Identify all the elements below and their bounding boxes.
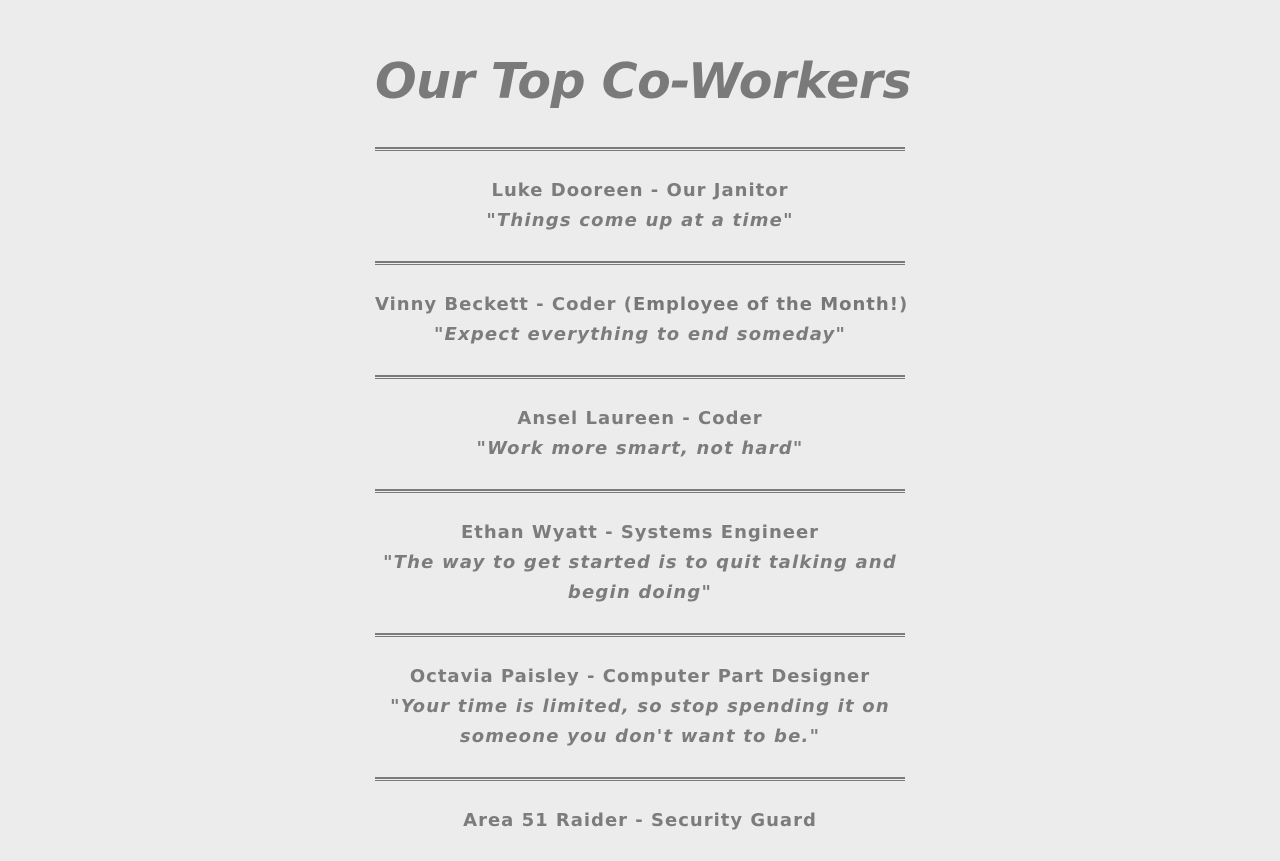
coworker-name bbox=[375, 290, 909, 320]
coworker-entry bbox=[375, 493, 905, 633]
coworker-quote: "Work more smart, not hard" bbox=[476, 438, 804, 459]
coworker-name-text: Octavia Paisley - Computer Part Designer bbox=[409, 666, 871, 687]
coworker-name bbox=[375, 806, 905, 836]
coworker-name-text: Ansel Laureen - Coder bbox=[517, 408, 763, 429]
coworker-name bbox=[375, 662, 905, 692]
coworker-entry bbox=[375, 637, 905, 777]
coworker-quote: "Expect everything to end someday" bbox=[433, 324, 847, 345]
page-title: Our Top Co-Workers bbox=[375, 53, 912, 110]
coworker-quote: "The way to get started is to quit talking and begin doing" bbox=[383, 552, 897, 603]
coworker-entry bbox=[375, 265, 909, 375]
coworker-name bbox=[375, 176, 905, 206]
coworker-name-text: Vinny Beckett - Coder bbox=[375, 294, 624, 315]
paren-close: ) bbox=[898, 294, 909, 315]
coworker-entry bbox=[375, 379, 905, 489]
coworker-name-text: Ethan Wyatt - Systems Engineer bbox=[460, 522, 820, 543]
coworker-name bbox=[375, 518, 905, 548]
coworker-name bbox=[375, 404, 905, 434]
coworker-name-text: Area 51 Raider - Security Guard bbox=[463, 810, 817, 831]
coworker-entry bbox=[375, 151, 905, 261]
coworker-quote: "Your time is limited, so stop spending it on someone you don't want to be." bbox=[390, 696, 890, 747]
coworkers-page bbox=[375, 50, 912, 861]
coworker-entry bbox=[375, 781, 905, 861]
employee-of-month-badge: Employee of the Month! bbox=[632, 294, 899, 315]
coworker-quote: "Things come up at a time" bbox=[486, 210, 794, 231]
paren-open: ( bbox=[623, 294, 633, 315]
coworker-name-text: Luke Dooreen - Our Janitor bbox=[491, 180, 789, 201]
